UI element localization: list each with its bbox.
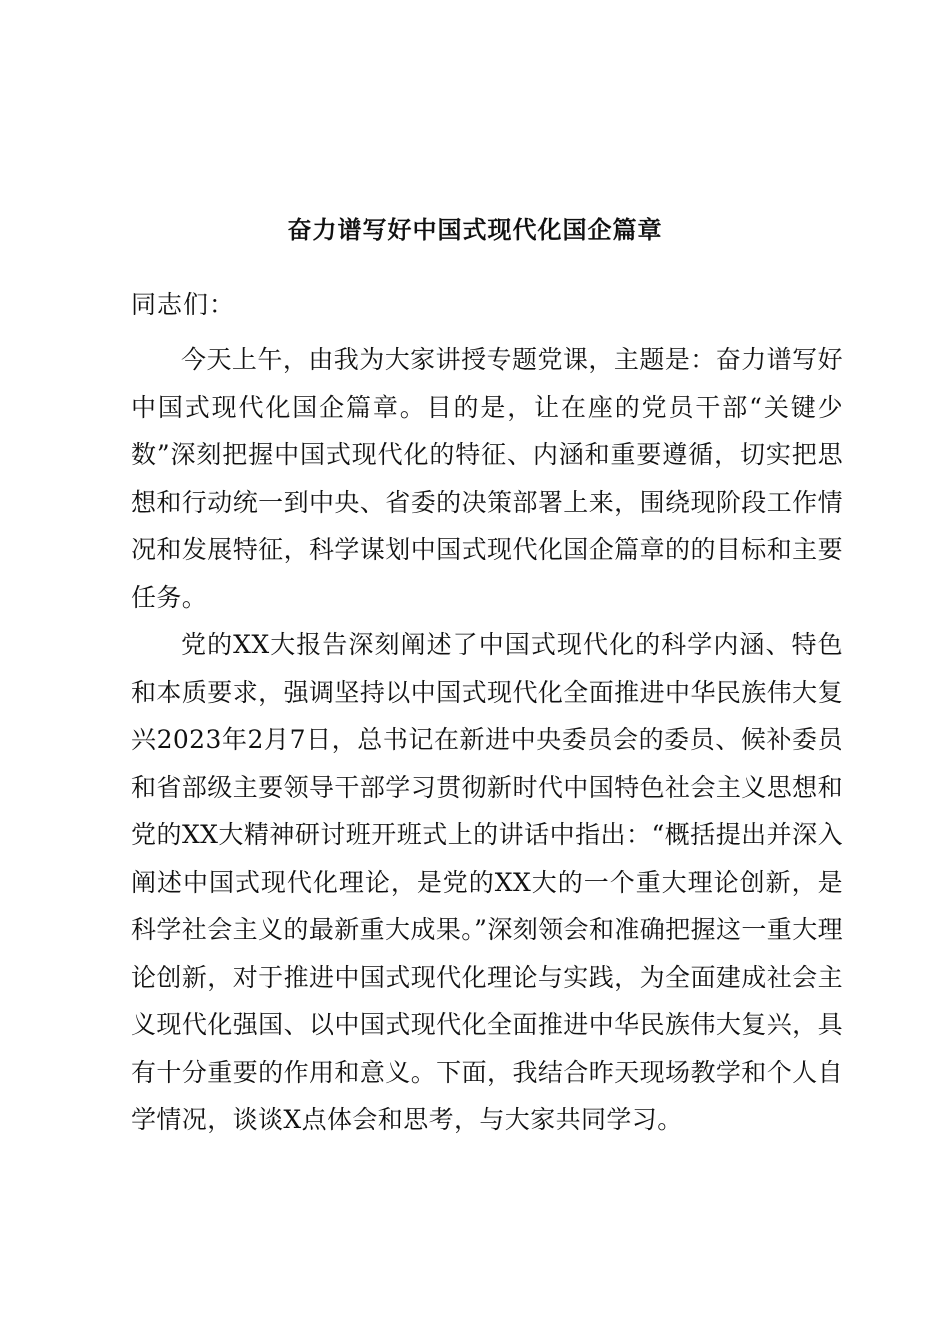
paragraph-intro: 今天上午，由我为大家讲授专题党课，主题是：奋力谱写好中国式现代化国企篇章。目的是，让在座的党员干部“关键少数”深刻把握中国式现代化的特征、内涵和重要遵循，切实把思想和行动统一到中央、省委的决策部署上来，围绕现阶段工作情况和发展特征，科学谋划中国式现代化国企篇章的的目标和主要任务。 [131, 345, 843, 612]
paragraph-main: 党的XX大报告深刻阐述了中国式现代化的科学内涵、特色和本质要求，强调坚持以中国式现代化全面推进中华民族伟大复兴2023年2月7日，总书记在新进中央委员会的委员、候补委员和省部级主要领导干部学习贯彻新时代中国特色社会主义思想和党的XX大精神研讨班开班式上的讲话中指出：“概括提出并深入阐述中国式现代化理论，是党的XX大的一个重大理论创新，是科学社会主义的最新重大成果。”深刻领会和准确把握这一重大理论创新，对于推进中国式现代化理论与实践，为全面建成社会主义现代化强国、以中国式现代化全面推进中华民族伟大复兴，具有十分重要的作用和意义。下面，我结合昨天现场教学和个人自学情况，谈谈X点体会和思考，与大家共同学习。 [131, 630, 843, 1134]
document-body [131, 336, 843, 1144]
salutation: 同志们： [131, 290, 236, 319]
document-title: 奋力谱写好中国式现代化国企篇章 [287, 215, 663, 244]
